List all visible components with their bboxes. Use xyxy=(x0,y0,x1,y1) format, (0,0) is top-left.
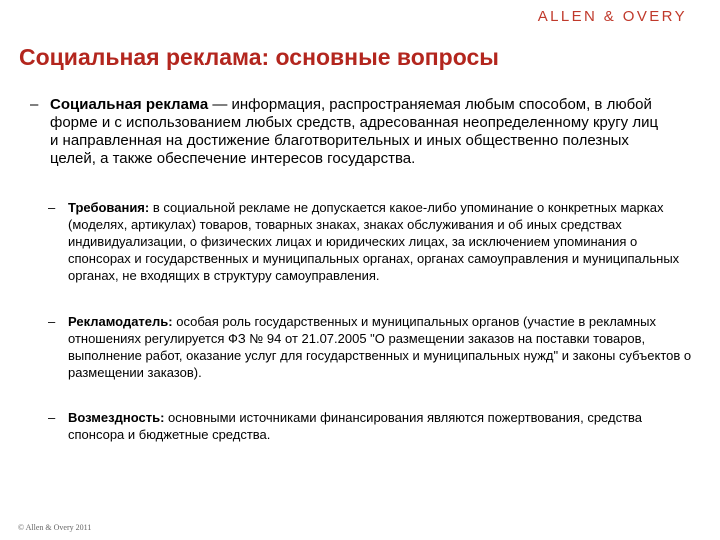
page-title: Социальная реклама: основные вопросы xyxy=(19,44,499,70)
definition-text: — информация, распространяемая любым способом, в любой форме и с использованием любых средств, адресованная неопределенному кругу лиц и направленная на достижение благотворительных и иных общественно полезных целей, а также обеспечение интересов государства. xyxy=(50,96,659,167)
requirements-text: в социальной рекламе не допускается какое-либо упоминание о конкретных марках (моделях, артикулах) товаров, товарных знаках, знаках обслуживания и об иных средствах индивидуализации, о физических лицах и юридических лицах, за исключением упоминания о спонсорах и государственных и муниципальных органах, органах самоуправления и муниципальных органах, не входящих в структуру самоуправления. xyxy=(68,200,680,283)
dash-bullet-icon: – xyxy=(48,314,56,329)
compensation-bullet xyxy=(48,409,694,443)
definition-bullet xyxy=(30,96,670,168)
footer-copyright: © Allen & Overy 2011 xyxy=(18,523,92,532)
advertiser-list xyxy=(48,313,694,381)
compensation-text: основными источниками финансирования являются пожертвования, средства спонсора и бюджетные средства. xyxy=(68,410,643,442)
dash-bullet-icon: – xyxy=(48,410,56,425)
requirements-bullet xyxy=(48,199,694,284)
dash-bullet-icon: – xyxy=(48,200,56,215)
requirements-list xyxy=(48,199,694,284)
requirements-term: Требования: xyxy=(68,200,150,215)
advertiser-text: особая роль государственных и муниципальных органов (участие в рекламных отношениях регулируется ФЗ № 94 от 21.07.2005 "О размещении заказов на поставки товаров, выполнение работ, оказание услуг для государственных и муниципальных нужд" и законы субъектов о размещении заказов). xyxy=(68,314,692,380)
compensation-list xyxy=(48,409,694,443)
advertiser-bullet xyxy=(48,313,694,381)
compensation-term: Возмездность: xyxy=(68,410,165,425)
definition-list xyxy=(30,96,670,168)
dash-bullet-icon: – xyxy=(30,96,39,113)
company-logo: ALLEN & OVERY xyxy=(537,8,687,25)
advertiser-term: Рекламодатель: xyxy=(68,314,173,329)
definition-term: Социальная реклама xyxy=(50,96,209,113)
